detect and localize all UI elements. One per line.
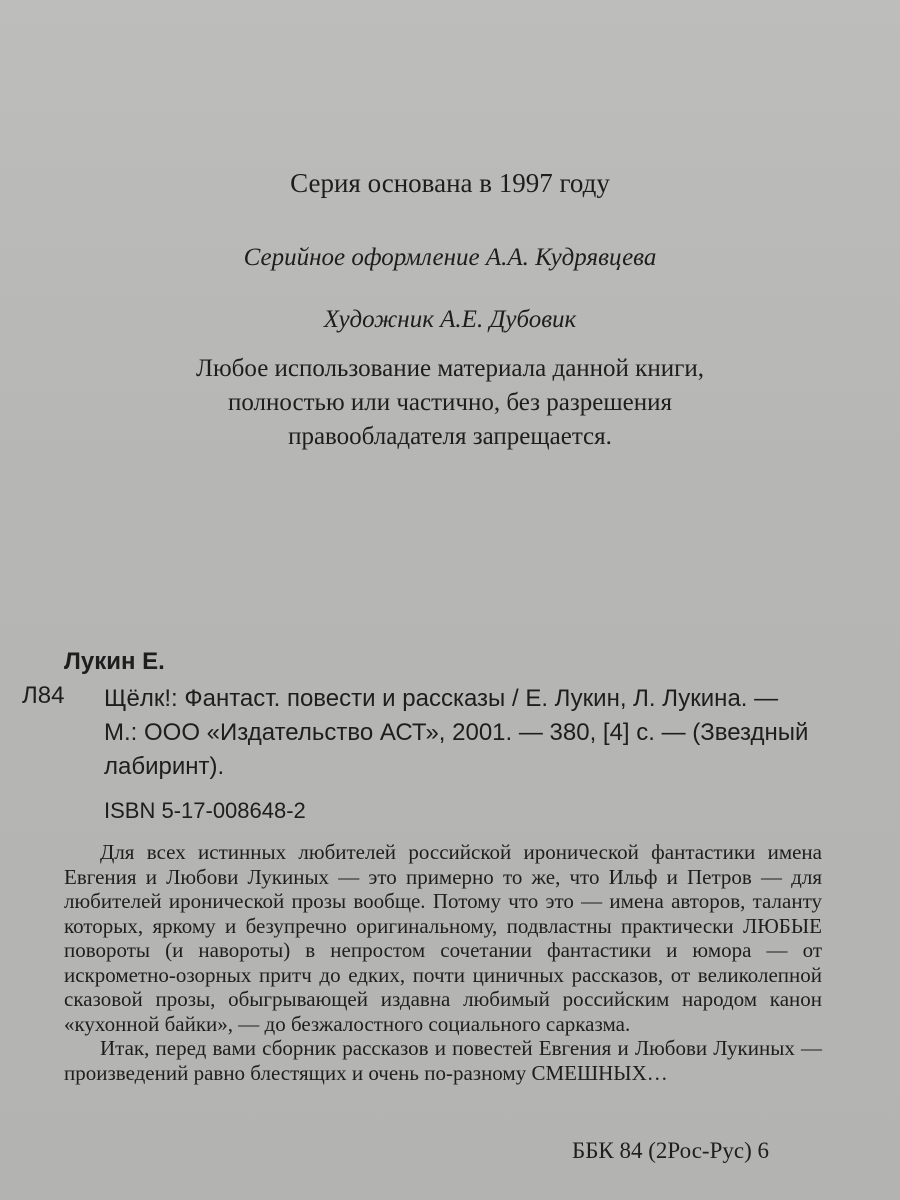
annotation-paragraph: Итак, перед вами сборник рассказов и повестей Евгения и Любови Лукиных — произведений равно блестящих и очень по-разному СМЕШНЫХ… [64,1036,822,1085]
bib-line: Щёлк!: Фантаст. повести и рассказы / Е. Лукин, Л. Лукина. — [104,685,779,712]
copyright-notice [0,352,900,454]
annotation [64,840,822,1085]
annotation-paragraph: Для всех истинных любителей российской иронической фантастики имена Евгения и Любови Лукиных — это примерно то же, что Ильф и Петров — для любителей иронической прозы вообще. Потому что это — имена авторов, таланту которых, яркому и безупречно оригинальному, подвластны практически ЛЮБЫЕ повороты (и навороты) в непростом сочетании фантастики и юмора — от искрометно-озорных притч до едких, почти циничных рассказов, от великолепной сказовой прозы, обыгрывающей издавна любимый российским народом канон «кухонной байки», — до безжалостного социального сарказма. [64,840,822,1036]
copyright-line: правообладателя запрещается. [288,423,612,450]
series-note: Серия основана в 1997 году [290,168,610,198]
catalog-code: Л84 [22,682,65,709]
design-credit: Серийное оформление А.А. Кудрявцева [243,244,657,271]
catalog-author: Лукин Е. [64,648,165,675]
isbn: ISBN 5-17-008648-2 [104,798,306,823]
copyright-line: Любое использование материала данной книги, [196,355,704,382]
artist-credit: Художник А.Е. Дубовик [323,306,577,333]
bib-line: лабиринт). [104,753,225,780]
bibliographic-entry [104,682,826,784]
bbk-code: ББК 84 (2Рос-Рус) 6 [572,1138,769,1163]
bib-line: М.: ООО «Издательство АСТ», 2001. — 380, [4] с. — (Звездный [104,719,809,746]
copyright-line: полностью или частично, без разрешения [228,389,672,416]
